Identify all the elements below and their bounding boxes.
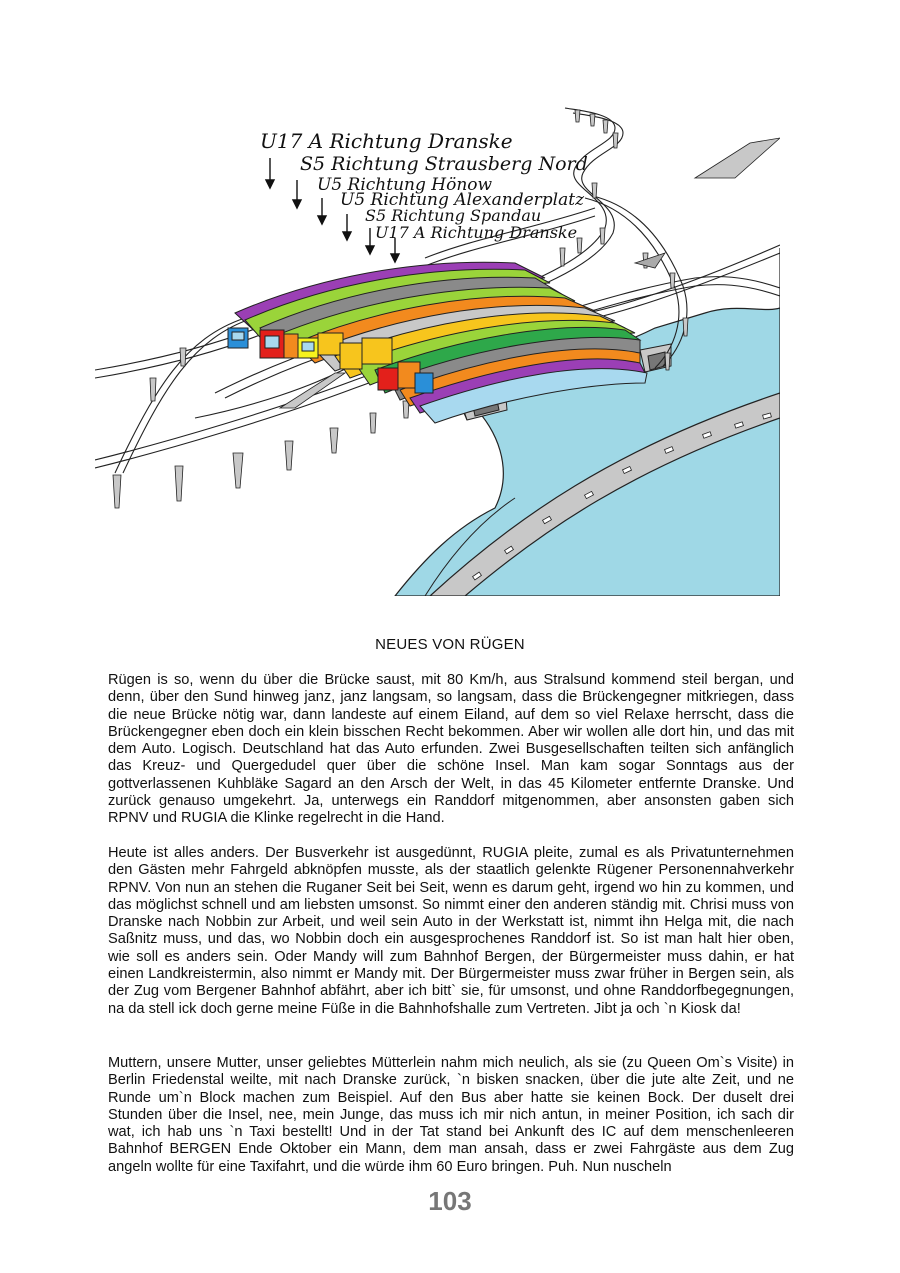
train-blue-1: [228, 328, 248, 348]
arrow-down-icon: [343, 214, 351, 240]
arrow-down-icon: [293, 180, 301, 208]
route-label: S5 Richtung Strausberg Nord: [300, 153, 588, 175]
page-number: 103: [428, 1186, 472, 1216]
article-paragraph: Rügen is so, wenn du über die Brücke saust, mit 80 Km/h, aus Stralsund kommend steil bergan, und denn, über den Sund hinweg janz, janz langsam, so langsam, dass die Brückengegner mitkriegen, dass die neue Brücke nötig war, dann landeste auf einem Eiland, auf dem so viel Relaxe herrscht, dass die Brückengegner eben doch ein klein bisschen Recht bekommen. Aber wir wollen alle dort hin, und das mit dem Auto. Logisch. Deutschland hat das Auto erfunden. Zwei Busgesellschaften teilten sich anfänglich das Kreuz- und Quergedudel quer über die schöne Insel. Man kam sogar Sonntags aus der gottverlassenen Kuhbläke Sagard an den Arsch der Welt, in das 45 Kilometer entfernte Dranske. Und zurück genauso umgekehrt. Ja, unterwegs ein Randdorf mitgenommen, aber ansonsten gaben sich RPNV und RUGIA die Klinke regelrecht in die Hand.: [108, 672, 794, 827]
arrow-down-icon: [266, 158, 274, 188]
route-label: S5 Richtung Spandau: [365, 206, 542, 225]
article-paragraph: Heute ist alles anders. Der Busverkehr ist ausgedünnt, RUGIA pleite, zumal es als Privatunternehmen den Gästen mehr Fahrgeld abknöpfen musste, als der staatlich gelenkte Rügener Personennahverkehr RPNV. Von nun an stehen die Ruganer Seit bei Seit, wenn es darum geht, irgend wo hin zu kommen, und das möglichst schnell und am liebsten umsonst. So nimmt einer den anderen ständig mit. Chrisi muss von Dranske nach Nobbin zur Arbeit, und weil sein Auto in der Werkstatt ist, nimmt ihn Helga mit, die nach Saßnitz muss, und das, wo Nobbin doch ein ausgesprochenes Randdorf ist. So ist man halt hier oben, wie soll es anders sein. Oder Mandy will zum Bahnhof Bergen, der Bürgermeister muss dahin, er hat einen Landkreistermin, also nimmt er Mandy mit. Der Bürgermeister muss zwar früher in Bergen sein, als der Zug vom Bergener Bahnhof abfährt, aber ich bitt` sie, für umsonst, und ohne Randdorfbegegnungen, na da stell ick doch gerne meine Füße in die Bahnhofshalle zum Vertreten. Jibt ja och `n Kiosk da!: [108, 845, 794, 1017]
arrow-down-icon: [366, 228, 374, 254]
train-yellow-2: [340, 338, 392, 369]
ramp-fragment: [635, 253, 665, 268]
route-labels: [260, 129, 588, 242]
train-red-1: [260, 330, 298, 358]
route-label: U5 Richtung Hönow: [317, 175, 493, 195]
train-blue-2: [415, 373, 433, 393]
route-label: U17 A Richtung Dranske: [260, 129, 513, 153]
article-title: NEUES VON RÜGEN: [375, 636, 525, 653]
ramp-fragment: [695, 138, 780, 178]
route-label: U17 A Richtung Dranske: [375, 223, 578, 242]
arrow-down-icon: [318, 198, 326, 224]
route-label: U5 Richtung Alexanderplatz: [340, 190, 585, 210]
station-illustration: [95, 88, 780, 596]
article-paragraph: Muttern, unsere Mutter, unser geliebtes Mütterlein nahm mich neulich, als sie (zu Queen Om`s Visite) in Berlin Friedenstal weilte, mit nach Dranske zurück, `n bisken snacken, über die jute alte Zeit, und ne Runde um`n Block machen zum Beispiel. Auf den Bus aber hatte sie keinen Bock. Der duselt drei Stunden über die Insel, nee, mein Junge, das muss ich mir nich antun, in meiner Position, ich sach dir wat, ich hab uns `n Taxi bestellt! Und in der Tat stand bei Ankunft des IC auf dem menschenleeren Bahnhof BERGEN Ende Oktober ein Mann, dem man ansah, dass er zwei Fahrgäste aus dem Zug angeln wollte für eine Taxifahrt, und die würde ihm 60 Euro bringen. Puh. Nun nuscheln: [108, 1055, 794, 1175]
